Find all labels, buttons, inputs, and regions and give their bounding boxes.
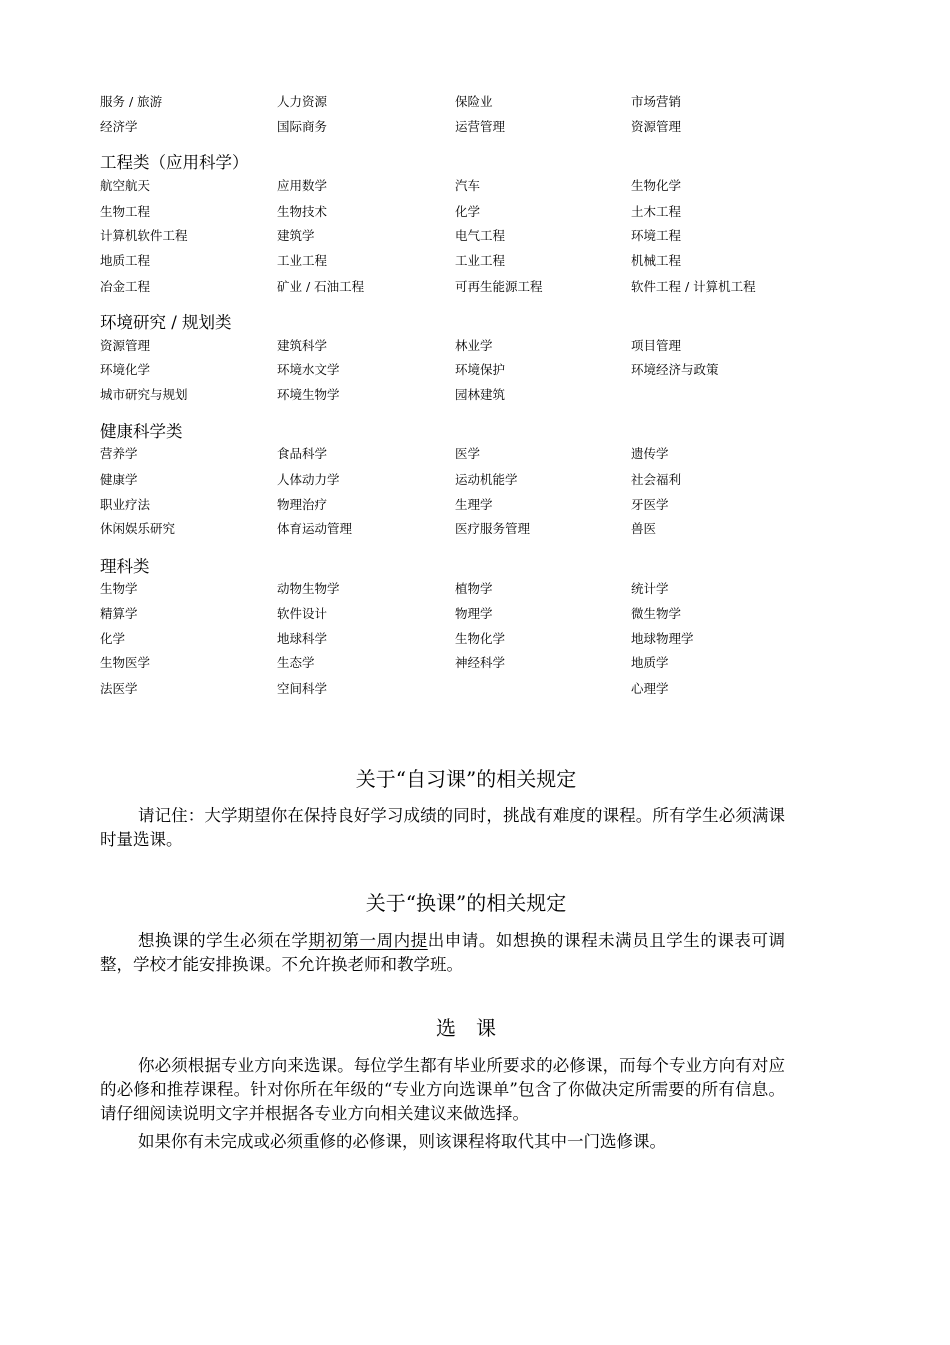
section-title-self-study: 关于“自习课”的相关规定 [355, 767, 577, 791]
major-item: 工业工程 [277, 253, 328, 268]
major-item: 园林建筑 [455, 387, 506, 402]
major-item: 电气工程 [455, 228, 506, 243]
major-item: 土木工程 [631, 204, 682, 219]
category-heading-health: 健康科学类 [100, 422, 183, 441]
major-item: 社会福利 [631, 472, 682, 487]
major-item: 项目管理 [631, 338, 682, 353]
major-item: 资源管理 [100, 338, 151, 353]
major-item: 国际商务 [277, 119, 328, 134]
major-item: 食品科学 [277, 446, 328, 461]
major-row [0, 117, 950, 137]
major-item: 建筑学 [277, 228, 315, 243]
major-item: 市场营销 [631, 94, 682, 109]
major-row [0, 226, 950, 246]
major-item: 地球物理学 [631, 631, 694, 646]
major-item: 心理学 [631, 681, 669, 696]
major-item: 职业疗法 [100, 497, 151, 512]
course-selection-paragraph-2: 如果你有未完成或必须重修的必修课，则该课程将取代其中一门选修课。 [138, 1132, 666, 1151]
major-row [0, 251, 950, 271]
major-row [0, 277, 950, 297]
section-title-course-switch: 关于“换课”的相关规定 [365, 891, 567, 915]
major-item: 计算机软件工程 [100, 228, 188, 243]
major-row [0, 385, 950, 405]
course-switch-paragraph [100, 929, 785, 977]
category-heading-engineering: 工程类（应用科学） [100, 153, 249, 172]
major-item: 环境生物学 [277, 387, 340, 402]
major-item: 化学 [455, 204, 481, 219]
major-item: 城市研究与规划 [100, 387, 188, 402]
major-item: 法医学 [100, 681, 138, 696]
major-item: 物理治疗 [277, 497, 328, 512]
major-item: 休闲娱乐研究 [100, 521, 176, 536]
major-item: 软件工程 / 计算机工程 [631, 279, 756, 294]
major-item: 建筑科学 [277, 338, 328, 353]
major-row [0, 176, 950, 196]
major-item: 矿业 / 石油工程 [277, 279, 365, 294]
major-item: 林业学 [455, 338, 493, 353]
major-row [0, 92, 950, 112]
major-item: 人体动力学 [277, 472, 340, 487]
major-item: 化学 [100, 631, 126, 646]
major-item: 生物化学 [455, 631, 506, 646]
major-item: 物理学 [455, 606, 493, 621]
major-item: 生物工程 [100, 204, 151, 219]
major-item: 生物化学 [631, 178, 682, 193]
category-heading-science: 理科类 [100, 557, 150, 576]
major-item: 地质学 [631, 655, 669, 670]
major-item: 神经科学 [455, 655, 506, 670]
major-item: 人力资源 [277, 94, 328, 109]
major-row [0, 202, 950, 222]
major-item: 汽车 [455, 178, 481, 193]
major-row [0, 444, 950, 464]
major-row [0, 470, 950, 490]
major-item: 服务 / 旅游 [100, 94, 163, 109]
major-item: 地球科学 [277, 631, 328, 646]
major-item: 生物医学 [100, 655, 151, 670]
course-selection-paragraph-1: 你必须根据专业方向来选课。每位学生都有毕业所要求的必修课，而每个专业方向有对应的必修和推荐课程。针对你所在年级的“专业方向选课单”包含了你做决定所需要的所有信息。请仔细阅读说明文字并根据各专业方向相关建议来做选择。 [100, 1056, 785, 1123]
major-row [0, 653, 950, 673]
major-row [0, 495, 950, 515]
major-row [0, 579, 950, 599]
major-item: 空间科学 [277, 681, 328, 696]
major-item: 冶金工程 [100, 279, 151, 294]
major-item: 应用数学 [277, 178, 328, 193]
major-item: 机械工程 [631, 253, 682, 268]
major-item: 生物技术 [277, 204, 328, 219]
major-item: 医疗服务管理 [455, 521, 531, 536]
course-switch-text-start: 想换课的学生必须在学 [138, 931, 309, 950]
major-item: 可再生能源工程 [455, 279, 543, 294]
section-title-course-selection: 选 课 [436, 1016, 496, 1040]
major-item: 营养学 [100, 446, 138, 461]
major-item: 植物学 [455, 581, 493, 596]
major-item: 运动机能学 [455, 472, 518, 487]
major-item: 生态学 [277, 655, 315, 670]
major-item: 精算学 [100, 606, 138, 621]
major-item: 统计学 [631, 581, 669, 596]
major-item: 生物学 [100, 581, 138, 596]
major-item: 健康学 [100, 472, 138, 487]
major-item: 资源管理 [631, 119, 682, 134]
major-item: 体育运动管理 [277, 521, 353, 536]
major-row [0, 629, 950, 649]
course-switch-text-end: 出申请。如想换的课程未满员且学生的课表可调整，学校才能安排换课。不允许换老师和教学班。 [100, 931, 786, 974]
major-item: 软件设计 [277, 606, 328, 621]
major-item: 动物生物学 [277, 581, 340, 596]
course-switch-deadline-underlined: 期初第一周内提 [308, 931, 428, 950]
major-item: 生理学 [455, 497, 493, 512]
major-item: 遗传学 [631, 446, 669, 461]
major-row [0, 604, 950, 624]
category-heading-environment: 环境研究 / 规划类 [100, 313, 232, 332]
major-row [0, 360, 950, 380]
major-row [0, 336, 950, 356]
major-item: 医学 [455, 446, 481, 461]
major-item: 环境水文学 [277, 362, 340, 377]
major-item: 环境经济与政策 [631, 362, 719, 377]
major-item: 经济学 [100, 119, 138, 134]
major-item: 兽医 [631, 521, 657, 536]
major-row [0, 519, 950, 539]
major-item: 运营管理 [455, 119, 506, 134]
major-item: 保险业 [455, 94, 493, 109]
major-item: 工业工程 [455, 253, 506, 268]
self-study-paragraph: 请记住：大学期望你在保持良好学习成绩的同时，挑战有难度的课程。所有学生必须满课时量选课。 [100, 806, 785, 849]
major-item: 微生物学 [631, 606, 682, 621]
major-item: 环境保护 [455, 362, 506, 377]
major-item: 地质工程 [100, 253, 151, 268]
major-row [0, 679, 950, 699]
major-item: 环境化学 [100, 362, 151, 377]
major-item: 环境工程 [631, 228, 682, 243]
major-item: 牙医学 [631, 497, 669, 512]
major-item: 航空航天 [100, 178, 151, 193]
